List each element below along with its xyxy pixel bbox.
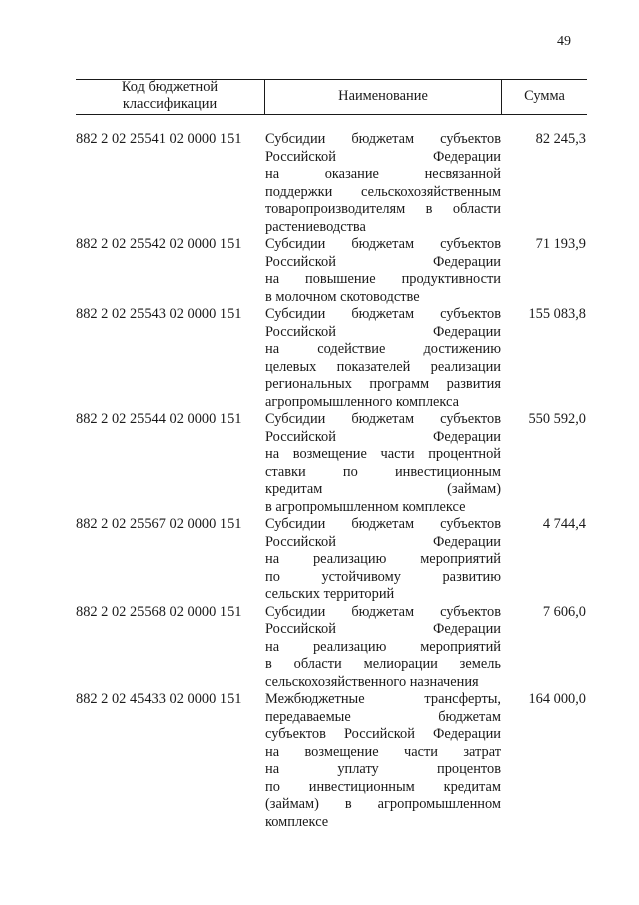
table-body [76, 131, 587, 831]
budget-code-cell: 882 2 02 25568 02 0000 151 [76, 603, 242, 620]
header-code [76, 79, 264, 113]
item-name-line: на уплату процентов [265, 761, 501, 777]
budget-code-cell: 882 2 02 25543 02 0000 151 [76, 306, 242, 322]
item-name-cell [265, 131, 501, 236]
item-name-cell [265, 516, 501, 604]
budget-code-cell: 882 2 02 45433 02 0000 151 [76, 691, 242, 707]
item-name-line: на реализацию мероприятий [265, 638, 501, 655]
item-name-line: по инвестиционным кредитам [265, 778, 501, 795]
budget-code-cell: 882 2 02 25542 02 0000 151 [76, 236, 242, 252]
table-row [76, 516, 587, 604]
item-name-line: передаваемые бюджетам [265, 708, 501, 725]
item-name-line: Субсидии бюджетам субъектов [265, 236, 501, 252]
item-name-line: на оказание несвязанной [265, 166, 501, 182]
amount-cell: 164 000,0 [528, 691, 586, 707]
amount-cell: 550 592,0 [528, 411, 586, 427]
item-name-line: на содействие достижению [265, 341, 501, 357]
item-name-cell [265, 691, 501, 831]
item-name-cell [265, 236, 501, 306]
item-name-line: по устойчивому развитию [265, 568, 501, 585]
item-name-line: на возмещение части затрат [265, 743, 501, 760]
item-name-line: растениеводства [265, 218, 366, 235]
item-name-line: Субсидии бюджетам субъектов [265, 516, 501, 532]
item-name-line: на реализацию мероприятий [265, 551, 501, 567]
page-number: 49 [557, 34, 571, 49]
item-name-line: Российской Федерации [265, 148, 501, 165]
table-row [76, 691, 587, 831]
item-name-line: сельских территорий [265, 586, 395, 602]
budget-code-cell: 882 2 02 25567 02 0000 151 [76, 516, 242, 532]
table-row [76, 604, 587, 692]
item-name-line: Субсидии бюджетам субъектов [265, 603, 501, 620]
item-name-line: (займам) в агропромышленном [265, 796, 501, 812]
item-name-line: сельскохозяйственного назначения [265, 673, 479, 690]
budget-code-cell: 882 2 02 25544 02 0000 151 [76, 411, 242, 427]
header-code-line: классификации [122, 96, 218, 112]
amount-cell: 4 744,4 [542, 516, 586, 532]
amount-cell: 82 245,3 [535, 131, 586, 147]
item-name-line: комплексе [265, 813, 329, 830]
table-row [76, 131, 587, 236]
item-name-line: Российской Федерации [265, 323, 501, 340]
amount-cell: 71 193,9 [535, 236, 586, 252]
budget-code-cell: 882 2 02 25541 02 0000 151 [76, 131, 242, 147]
item-name-line: региональных программ развития [265, 376, 501, 392]
item-name-line: на возмещение части процентной [265, 446, 501, 462]
item-name-line: на повышение продуктивности [265, 271, 501, 287]
item-name-cell [265, 411, 501, 516]
item-name-cell [265, 306, 501, 411]
item-name-line: Российской Федерации [265, 253, 501, 270]
item-name-line: целевых показателей реализации [265, 358, 501, 375]
item-name-line: Межбюджетные трансферты, [265, 691, 501, 707]
amount-cell: 155 083,8 [528, 306, 586, 322]
item-name-line: Российской Федерации [265, 428, 501, 445]
amount-cell: 7 606,0 [542, 603, 586, 620]
item-name-line: ставки по инвестиционным [265, 463, 501, 480]
table-row [76, 411, 587, 516]
table-row [76, 236, 587, 306]
header-sum: Сумма [524, 88, 565, 104]
item-name-line: в области мелиорации земель [265, 656, 501, 672]
item-name-line: субъектов Российской Федерации [265, 726, 501, 742]
item-name-line: товаропроизводителям в области [265, 201, 501, 217]
header-code-line: Код бюджетной [121, 79, 219, 95]
header-name: Наименование [338, 88, 428, 104]
item-name-line: поддержки сельскохозяйственным [265, 183, 501, 200]
item-name-line: Субсидии бюджетам субъектов [265, 306, 501, 322]
table-row [76, 306, 587, 411]
item-name-line: в молочном скотоводстве [265, 288, 420, 305]
item-name-line: кредитам (займам) [265, 481, 501, 497]
item-name-line: Российской Федерации [265, 533, 501, 550]
item-name-line: Субсидии бюджетам субъектов [265, 131, 501, 147]
table-header-bottom-rule [76, 114, 587, 115]
item-name-line: Российской Федерации [265, 621, 501, 637]
item-name-line: Субсидии бюджетам субъектов [265, 411, 501, 427]
item-name-line: в агропромышленном комплексе [265, 498, 466, 515]
item-name-cell [265, 604, 501, 692]
item-name-line: агропромышленного комплекса [265, 393, 459, 410]
